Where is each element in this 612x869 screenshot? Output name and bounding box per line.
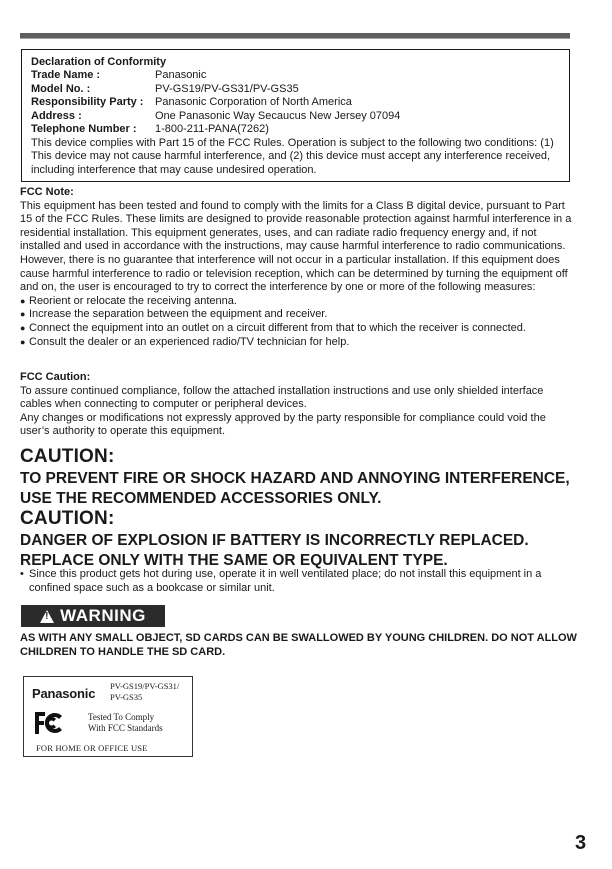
label-model-line: PV-GS35 <box>110 692 143 702</box>
fcc-caution-section <box>20 371 572 439</box>
declaration-statement: This device complies with Part 15 of the FCC Rules. Operation is subject to the following two conditions: (1) This device may not cause harmful interference, and (2) this device must accept any interference received, including interference that may cause undesired operation. <box>31 136 554 176</box>
tested-text <box>88 712 163 734</box>
warning-label: WARNING <box>60 606 146 625</box>
caution-text-1: TO PREVENT FIRE OR SHOCK HAZARD AND ANNOYING INTERFERENCE, USE THE RECOMMENDED ACCESSORIES ONLY. <box>20 470 570 507</box>
warning-triangle-icon <box>40 610 54 623</box>
bullet-dot: • <box>20 568 24 580</box>
page-number: 3 <box>575 832 587 854</box>
fcc-note-section <box>20 186 572 349</box>
list-item: ● Increase the separation between the equipment and receiver. <box>20 308 572 322</box>
warning-text: AS WITH ANY SMALL OBJECT, SD CARDS CAN BE SWALLOWED BY YOUNG CHILDREN. DO NOT ALLOW CHILDREN TO HANDLE THE SD CARD. <box>20 632 577 658</box>
row-value: One Panasonic Way Secaucus New Jersey 07094 <box>155 109 401 122</box>
row-value: Panasonic Corporation of North America <box>155 96 352 108</box>
fcc-note-bullets <box>20 295 572 349</box>
fcc-logo-icon <box>32 710 66 736</box>
ventilation-note-text: Since this product gets hot during use, operate it in well ventilated place; do not install this equipment in a confined space such as a bookcase or similar unit. <box>29 568 542 594</box>
list-item: ● Reorient or relocate the receiving antenna. <box>20 295 572 309</box>
fcc-caution-heading: FCC Caution: <box>20 371 91 383</box>
fcc-note-heading: FCC Note: <box>20 186 74 198</box>
list-item: ● Consult the dealer or an experienced radio/TV technician for help. <box>20 336 572 350</box>
row-value: Panasonic <box>155 69 207 81</box>
tested-line: Tested To Comply <box>88 712 155 722</box>
list-item: ● Connect the equipment into an outlet on a circuit different from that to which the receiver is connected. <box>20 322 572 336</box>
declaration-row <box>31 69 560 83</box>
declaration-row <box>31 110 560 124</box>
caution-heading-1: CAUTION: <box>20 446 115 467</box>
declaration-box <box>21 49 570 182</box>
ventilation-note <box>20 568 572 595</box>
top-rule <box>20 33 570 39</box>
fcc-compliance-label <box>23 676 193 757</box>
row-key: Model No. : <box>31 82 91 95</box>
home-office-text: FOR HOME OR OFFICE USE <box>36 743 148 753</box>
label-model-line: PV-GS19/PV-GS31/ <box>110 681 180 691</box>
fcc-note-body: This equipment has been tested and found to comply with the limits for a Class B digital device, pursuant to Part 15 of the FCC Rules. These limits are designed to provide reasonable protection against harmful interference in a residential installation. This equipment generates, uses, and can radiate radio frequency energy and, if not installed and used in accordance with the instructions, may cause harmful interference to radio communications. However, there is no guarantee that interference will not occur in a particular installation. If this equipment does cause harmful interference to radio or television reception, which can be determined by turning the equipment off and on, the user is encouraged to try to correct the interference by one or more of the following measures: <box>20 199 572 294</box>
row-key: Trade Name : <box>31 69 101 81</box>
caution-heading-2: CAUTION: <box>20 508 115 529</box>
row-key: Responsibility Party : <box>31 96 144 108</box>
row-value: PV-GS19/PV-GS31/PV-GS35 <box>155 82 299 95</box>
row-key: Address : <box>31 109 82 122</box>
row-key: Telephone Number : <box>31 123 137 135</box>
brand-logo: Panasonic <box>32 686 96 701</box>
caution-text-2: DANGER OF EXPLOSION IF BATTERY IS INCORRECTLY REPLACED. REPLACE ONLY WITH THE SAME OR EQUIVALENT TYPE. <box>20 532 529 569</box>
declaration-row <box>31 96 560 110</box>
fcc-caution-para2: Any changes or modifications not expressly approved by the party responsible for compliance could void the user’s authority to operate this equipment. <box>20 411 546 438</box>
label-model <box>110 681 179 703</box>
declaration-title: Declaration of Conformity <box>31 56 167 68</box>
declaration-row <box>31 83 560 97</box>
tested-line: With FCC Standards <box>88 723 163 733</box>
row-value: 1-800-211-PANA(7262) <box>155 123 269 135</box>
fcc-caution-para1: To assure continued compliance, follow the attached installation instructions and use only shielded interface cables when connecting to computer or peripheral devices. <box>20 384 544 411</box>
warning-badge <box>21 605 165 627</box>
declaration-row <box>31 123 560 137</box>
